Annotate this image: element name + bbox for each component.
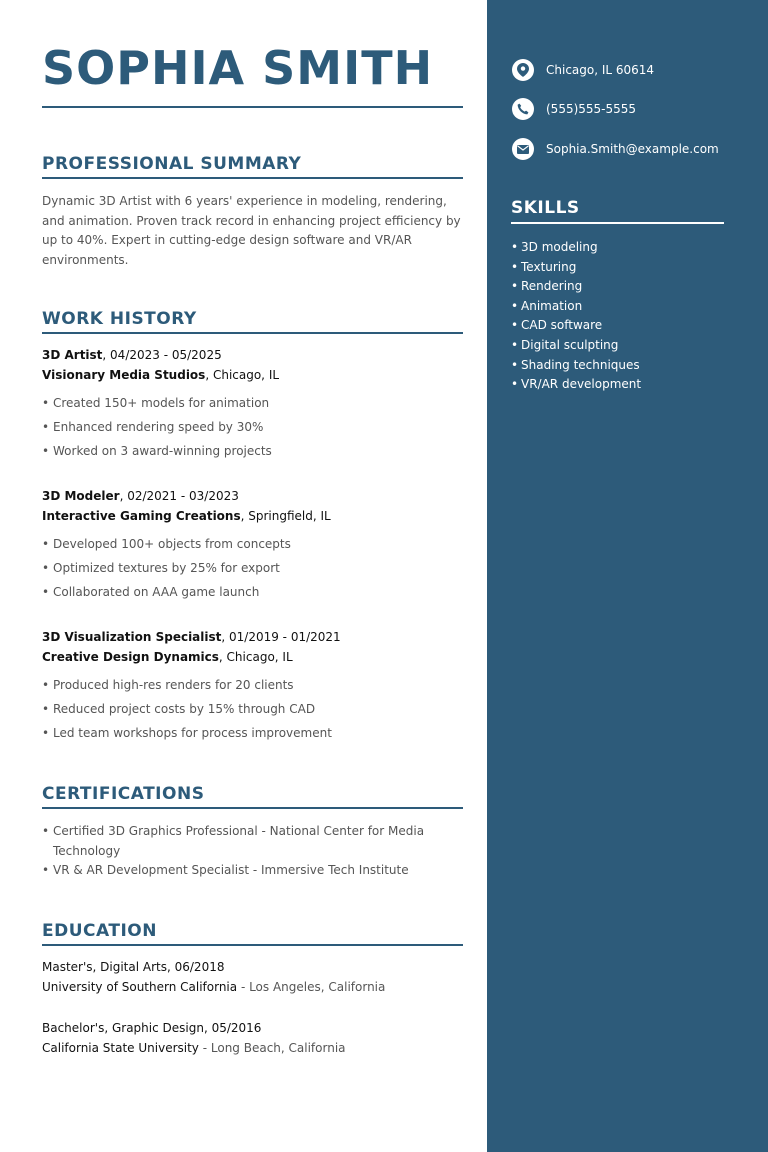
job-dates: , 04/2023 - 05/2025 xyxy=(102,348,222,362)
sidebar xyxy=(487,0,768,1152)
education-school-line xyxy=(42,978,463,998)
candidate-name: SOPHIA SMITH xyxy=(42,41,434,95)
contact-address xyxy=(512,58,654,82)
contact-phone xyxy=(512,97,636,121)
education-degree: Master's, Digital Arts, 06/2018 xyxy=(42,960,225,974)
job-bullets xyxy=(42,532,463,604)
phone-text: (555)555-5555 xyxy=(546,102,637,116)
job-bullet: • Optimized textures by 25% for export xyxy=(42,556,463,580)
job-company: Visionary Media Studios xyxy=(42,368,206,382)
skills-list xyxy=(511,238,641,395)
job-bullet: • Created 150+ models for animation xyxy=(42,391,463,415)
skills-heading: SKILLS xyxy=(511,197,724,224)
email-link[interactable]: Sophia.Smith@example.com xyxy=(546,142,719,156)
contact-email[interactable] xyxy=(512,137,719,161)
job-dates: , 02/2021 - 03/2023 xyxy=(119,489,239,503)
skill-item: • Texturing xyxy=(511,258,641,278)
education-school: California State University xyxy=(42,1040,199,1055)
skill-item: • Digital sculpting xyxy=(511,336,641,356)
education-heading: EDUCATION xyxy=(42,920,463,946)
job-bullets xyxy=(42,673,463,745)
skill-item: • 3D modeling xyxy=(511,238,641,258)
job-location: , Chicago, IL xyxy=(205,368,280,382)
certifications-list xyxy=(42,822,463,881)
education-location: - Long Beach, California xyxy=(198,1040,346,1055)
skill-item: • Shading techniques xyxy=(511,356,641,376)
job-title-line xyxy=(42,627,463,647)
work-history-heading: WORK HISTORY xyxy=(42,308,463,334)
job-bullet: • Worked on 3 award-winning projects xyxy=(42,439,463,463)
skill-item: • VR/AR development xyxy=(511,375,641,395)
job-location: , Springfield, IL xyxy=(240,509,331,523)
job-role: 3D Visualization Specialist xyxy=(42,630,222,644)
job-bullet: • Produced high-res renders for 20 clients xyxy=(42,673,463,697)
phone-icon xyxy=(512,98,534,120)
education-school: University of Southern California xyxy=(42,979,238,994)
job-role: 3D Modeler xyxy=(42,489,120,503)
job-bullet: • Developed 100+ objects from concepts xyxy=(42,532,463,556)
job-bullets xyxy=(42,391,463,463)
address-text: Chicago, IL 60614 xyxy=(546,63,655,77)
job-company-line xyxy=(42,647,463,667)
name-divider xyxy=(42,106,463,108)
skill-item: • Animation xyxy=(511,297,641,317)
education-entry xyxy=(42,1019,463,1058)
job-dates: , 01/2019 - 01/2021 xyxy=(221,630,341,644)
education-school-line xyxy=(42,1039,463,1059)
summary-text: Dynamic 3D Artist with 6 years' experience in modeling, rendering, and animation. Proven track record in enhancing project efficiency by up to 40%. Expert in cutting-edge design software and VR/AR environments. xyxy=(42,194,461,267)
job-bullet: • Reduced project costs by 15% through CAD xyxy=(42,697,463,721)
job-company: Interactive Gaming Creations xyxy=(42,509,241,523)
job-role: 3D Artist xyxy=(42,348,103,362)
job-company-line xyxy=(42,506,463,526)
skill-item: • CAD software xyxy=(511,316,641,336)
job-company: Creative Design Dynamics xyxy=(42,650,219,664)
job-bullet: • Collaborated on AAA game launch xyxy=(42,580,463,604)
job-bullet: • Led team workshops for process improvement xyxy=(42,721,463,745)
job-entry xyxy=(42,486,463,604)
certifications-heading: CERTIFICATIONS xyxy=(42,783,463,809)
map-pin-icon xyxy=(512,59,534,81)
job-company-line xyxy=(42,365,463,385)
summary-heading: PROFESSIONAL SUMMARY xyxy=(42,153,463,179)
education-location: - Los Angeles, California xyxy=(237,979,386,994)
job-entry xyxy=(42,627,463,745)
certification-item: • Certified 3D Graphics Professional - National Center for Media Technology xyxy=(42,822,463,861)
education-degree: Bachelor's, Graphic Design, 05/2016 xyxy=(42,1021,262,1035)
skill-item: • Rendering xyxy=(511,277,641,297)
job-title-line xyxy=(42,345,463,365)
job-location: , Chicago, IL xyxy=(218,650,293,664)
job-title-line xyxy=(42,486,463,506)
certification-item: • VR & AR Development Specialist - Immersive Tech Institute xyxy=(42,861,463,881)
job-entry xyxy=(42,345,463,463)
education-entry xyxy=(42,958,463,997)
job-bullet: • Enhanced rendering speed by 30% xyxy=(42,415,463,439)
envelope-icon xyxy=(512,138,534,160)
